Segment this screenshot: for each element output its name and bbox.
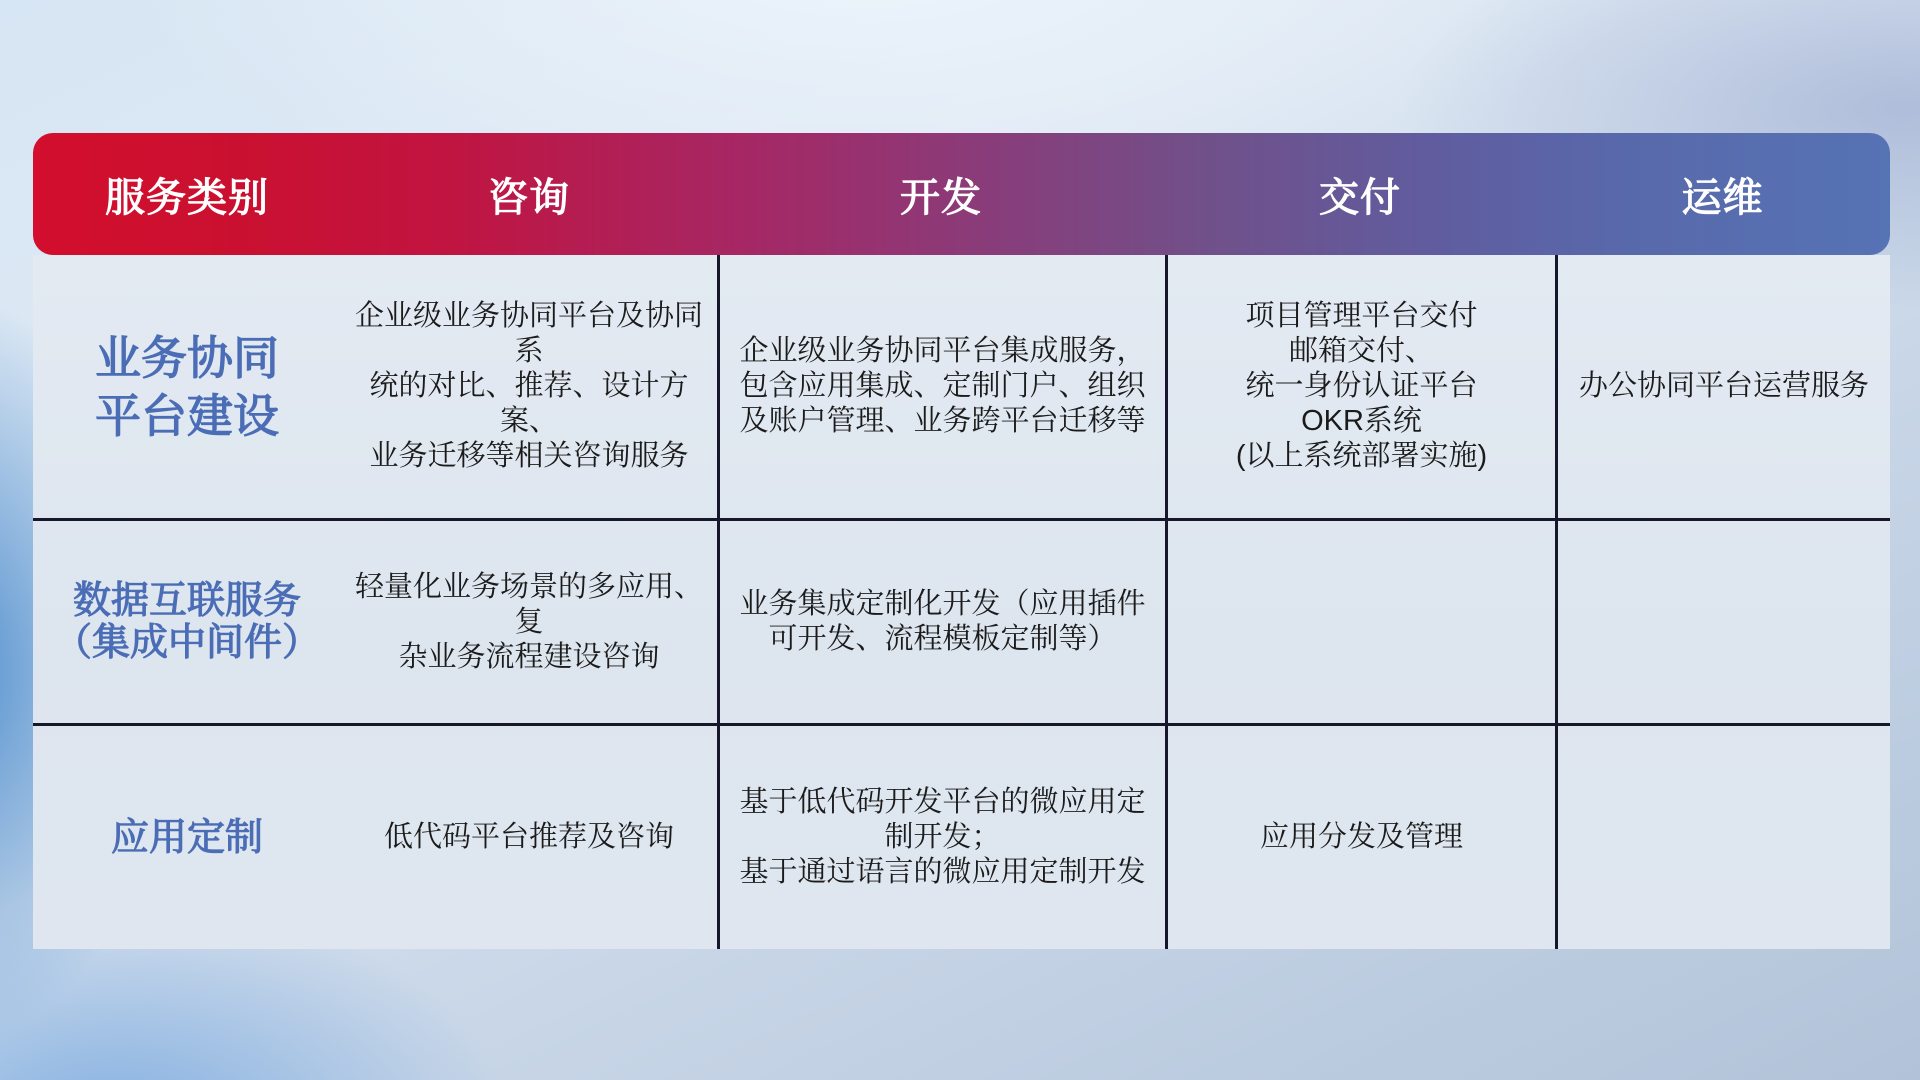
cell-r1-operations xyxy=(1555,255,1890,518)
cell-r2-delivery xyxy=(1165,518,1555,723)
category-line: 平台建设 xyxy=(95,389,279,442)
cell-text-line: 及账户管理、业务跨平台迁移等 xyxy=(739,405,1146,437)
category-line: 数据互联服务 xyxy=(72,580,301,622)
table-body xyxy=(33,255,1890,949)
category-line: 业务协同 xyxy=(95,331,279,384)
header-label: 开发 xyxy=(900,175,982,220)
cell-text-line: 统一身份认证平台 xyxy=(1245,370,1478,402)
cell-text-line: OKR系统 xyxy=(1301,405,1422,437)
cell-text-line: 统的对比、推荐、设计方案、 xyxy=(369,370,689,437)
cell-r3-operations xyxy=(1555,723,1890,949)
header-label: 运维 xyxy=(1681,175,1764,220)
cell-text-line: 办公协同平台运营服务 xyxy=(1578,370,1869,402)
cell-text-line: 低代码平台推荐及咨询 xyxy=(383,821,674,853)
cell-text-line: 项目管理平台交付 xyxy=(1245,300,1478,332)
cell-text-line: 邮箱交付、 xyxy=(1288,335,1434,367)
cell-text-line: 企业级业务协同平台及协同系 xyxy=(354,300,703,367)
header-cell-operations xyxy=(1555,166,1890,223)
cell-text-line: 制开发； xyxy=(884,821,1001,853)
cell-r3-delivery xyxy=(1165,723,1555,949)
header-cell-delivery xyxy=(1165,166,1555,223)
cell-text-line: 轻量化业务场景的多应用、复 xyxy=(354,570,703,638)
cell-r3-category xyxy=(33,723,341,949)
category-line: （集成中间件） xyxy=(53,622,320,664)
cell-text-line: 基于通过语言的微应用定制开发 xyxy=(739,856,1146,888)
table-header-band xyxy=(33,133,1890,255)
header-cell-service-category xyxy=(33,166,341,223)
cell-text-line: 业务集成定制化开发（应用插件 xyxy=(739,588,1146,620)
cell-text-line: (以上系统部署实施) xyxy=(1235,440,1488,472)
cell-r1-consulting xyxy=(341,255,717,518)
service-matrix-table xyxy=(33,133,1890,949)
cell-text-line: 业务迁移等相关咨询服务 xyxy=(369,440,689,472)
cell-r3-consulting xyxy=(341,723,717,949)
cell-r2-operations xyxy=(1555,518,1890,723)
cell-r1-development xyxy=(717,255,1165,518)
header-cell-development xyxy=(717,166,1165,223)
cell-text-line: 杂业务流程建设咨询 xyxy=(398,640,660,673)
cell-text-line: 可开发、流程模板定制等） xyxy=(768,623,1117,655)
cell-r2-consulting xyxy=(341,518,717,723)
cell-r2-development xyxy=(717,518,1165,723)
cell-r1-category xyxy=(33,255,341,518)
category-line: 应用定制 xyxy=(110,816,263,859)
cell-text-line: 包含应用集成、定制门户、组织 xyxy=(739,370,1146,402)
cell-r1-delivery xyxy=(1165,255,1555,518)
header-label: 服务类别 xyxy=(105,175,269,220)
cell-r2-category xyxy=(33,518,341,723)
cell-text-line: 基于低代码开发平台的微应用定 xyxy=(739,786,1146,818)
header-label: 交付 xyxy=(1319,175,1401,220)
header-label: 咨询 xyxy=(488,175,570,220)
header-cell-consulting xyxy=(341,166,717,223)
cell-text-line: 应用分发及管理 xyxy=(1259,821,1463,853)
cell-text-line: 企业级业务协同平台集成服务， xyxy=(739,335,1146,367)
cell-r3-development xyxy=(717,723,1165,949)
